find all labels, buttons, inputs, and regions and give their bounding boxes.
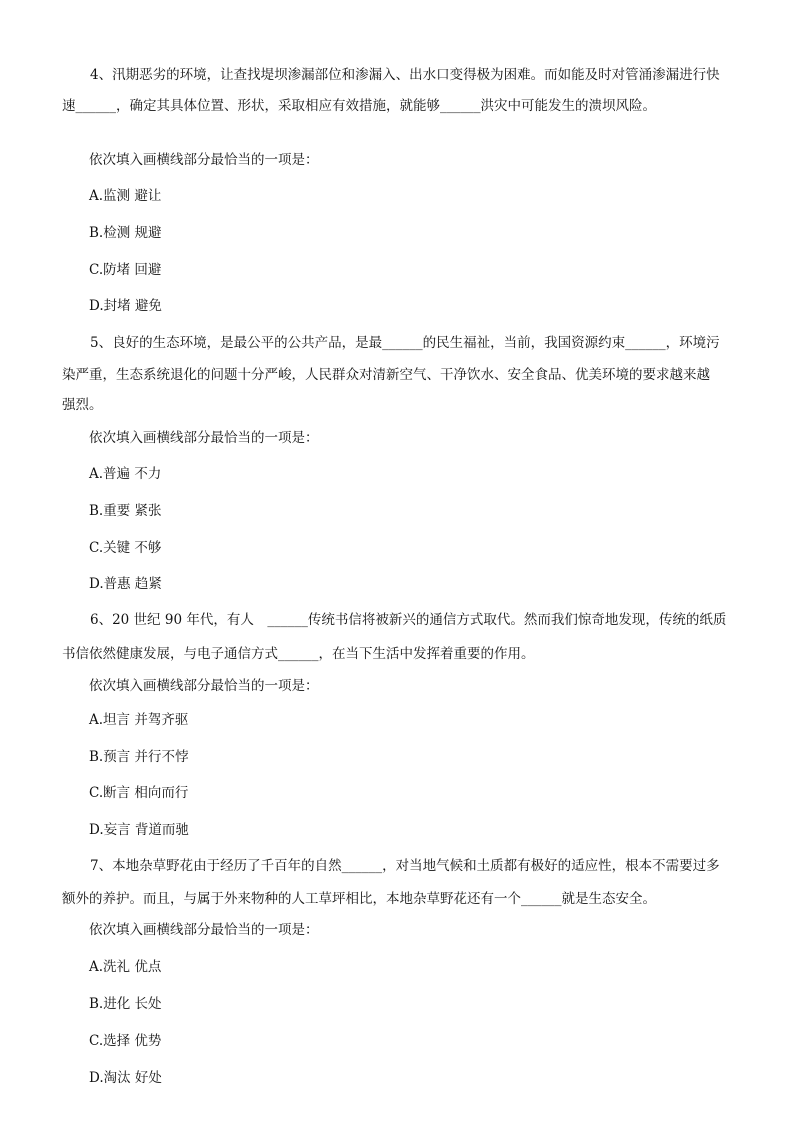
question-5-option-d: D.普惠 趋紧 [89,576,162,592]
question-5-option-a: A.普遍 不力 [89,466,162,482]
question-6-prompt: 依次填入画横线部分最恰当的一项是： [89,678,319,694]
question-4-option-a: A.监测 避让 [89,188,162,204]
question-7-option-d: D.淘汰 好处 [89,1070,162,1086]
question-5-stem-line-2: 染严重，生态系统退化的问题十分严峻，人民群众对清新空气、干净饮水、安全食品、优美环境的要求越来越 [62,367,710,383]
question-6-option-a: A.坦言 并驾齐驱 [89,712,189,728]
question-7-prompt: 依次填入画横线部分最恰当的一项是： [89,922,319,938]
question-6-stem-line-1: 6、20 世纪 90 年代，有人 ______传统书信将被新兴的通信方式取代。然而我们惊奇地发现，传统的纸质 [90,612,727,628]
question-5-option-b: B.重要 紧张 [89,503,162,519]
question-7-option-b: B.进化 长处 [89,996,162,1012]
question-6-option-c: C.断言 相向而行 [89,785,189,801]
question-4-option-c: C.防堵 回避 [89,262,162,278]
question-5-stem-line-1: 5、良好的生态环境，是最公平的公共产品，是最______的民生福祉，当前，我国资源约束______，环境污 [90,335,720,351]
question-4-option-b: B.检测 规避 [89,225,162,241]
question-4-stem-line-2: 速______，确定其具体位置、形状，采取相应有效措施，就能够______洪灾中可能发生的溃坝风险。 [62,98,656,114]
question-7-stem-line-1: 7、本地杂草野花由于经历了千百年的自然______，对当地气候和土质都有极好的适应性，根本不需要过多 [90,858,720,874]
question-5-option-c: C.关键 不够 [89,540,162,556]
question-4-stem-line-1: 4、汛期恶劣的环境，让查找堤坝渗漏部位和渗漏入、出水口变得极为困难。而如能及时对管涌渗漏进行快 [90,67,720,83]
question-6-option-d: D.妄言 背道而驰 [89,822,189,838]
question-4-prompt: 依次填入画横线部分最恰当的一项是： [89,152,319,168]
question-6-stem-line-2: 书信依然健康发展，与电子通信方式______，在当下生活中发挥着重要的作用。 [62,646,535,662]
question-4-option-d: D.封堵 避免 [89,298,162,314]
question-7-stem-line-2: 额外的养护。而且，与属于外来物种的人工草坪相比，本地杂草野花还有一个______就是生态安全。 [62,891,656,907]
question-6-option-b: B.预言 并行不悖 [89,749,189,765]
question-7-option-c: C.选择 优势 [89,1033,162,1049]
question-5-stem-line-3: 强烈。 [62,397,103,413]
question-7-option-a: A.洗礼 优点 [89,959,162,975]
question-5-prompt: 依次填入画横线部分最恰当的一项是： [89,430,319,446]
